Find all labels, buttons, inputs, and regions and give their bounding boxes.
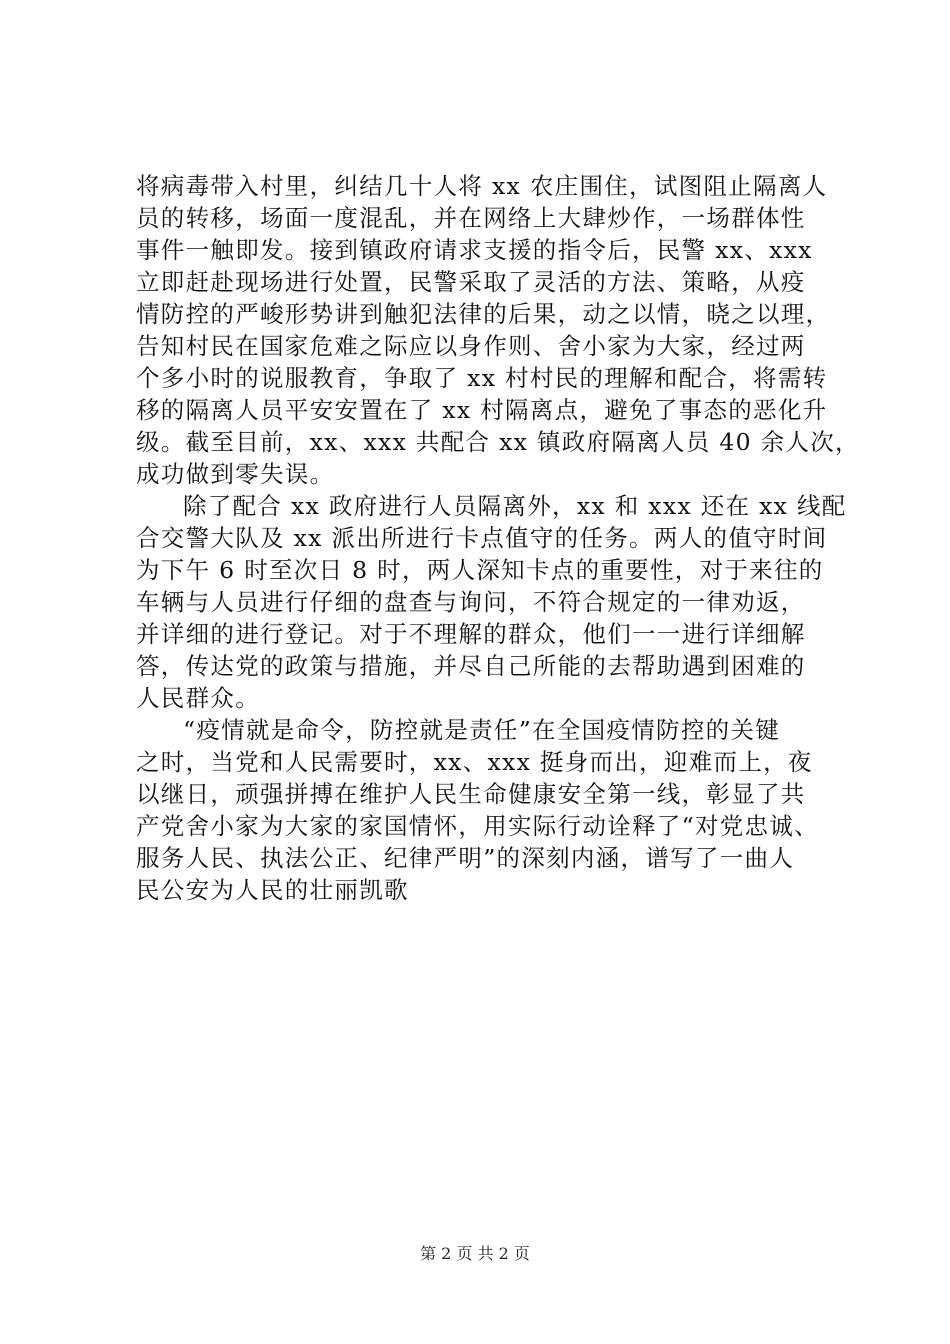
text-line: 之时，当党和人民需要时，xx、xxx 挺身而出，迎难而上，夜 [136,748,813,776]
text-line: 产党舍小家为大家的家国情怀，用实际行动诠释了“对党忠诚、 [136,812,819,840]
text-line: 为下午 6 时至次日 8 时，两人深知卡点的重要性，对于来往的 [136,556,824,584]
text-line: 答，传达党的政策与措施，并尽自己所能的去帮助遇到困难的 [136,652,806,680]
text-line: 级。截至目前，xx、xxx 共配合 xx 镇政府隔离人员 40 余人次， [136,428,860,456]
text-line: 事件一触即发。接到镇政府请求支援的指令后，民警 xx、xxx [136,236,813,264]
text-line: 合交警大队及 xx 派出所进行卡点值守的任务。两人的值守时间 [136,524,828,552]
page-number-footer: 第 2 页 共 2 页 [420,1244,530,1263]
text-line: 成功做到零失误。 [136,460,335,488]
text-line: 告知村民在国家危难之际应以身作则、舍小家为大家，经过两 [136,332,806,360]
text-line: 人民群众。 [136,684,260,712]
text-line: 个多小时的说服教育，争取了 xx 村村民的理解和配合，将需转 [136,364,828,392]
text-line: 以继日，顽强拼搏在维护人民生命健康安全第一线，彰显了共 [136,780,806,808]
text-line: 车辆与人员进行仔细的盘查与询问，不符合规定的一律劝返， [136,588,806,616]
text-line: 移的隔离人员平安安置在了 xx 村隔离点，避免了事态的恶化升 [136,396,828,424]
text-line: 情防控的严峻形势讲到触犯法律的后果，动之以情，晓之以理， [136,300,831,328]
text-line: 并详细的进行登记。对于不理解的群众，他们一一进行详细解 [136,620,806,648]
text-line: 立即赶赴现场进行处置，民警采取了灵活的方法、策略，从疫 [136,268,806,296]
text-line: 将病毒带入村里，纠结几十人将 xx 农庄围住，试图阻止隔离人 [136,172,828,200]
text-line: 民公安为人民的壮丽凯歌 [136,876,409,904]
paragraph-start-line: 除了配合 xx 政府进行人员隔离外，xx 和 xxx 还在 xx 线配 [183,492,847,520]
text-line: 服务人民、执法公正、纪律严明”的深刻内涵，谱写了一曲人 [136,844,795,872]
text-line: 员的转移，场面一度混乱，并在网络上大肆炒作，一场群体性 [136,204,806,232]
document-body [136,170,860,906]
paragraph-start-line: “疫情就是命令，防控就是责任”在全国疫情防控的关键 [183,716,781,744]
